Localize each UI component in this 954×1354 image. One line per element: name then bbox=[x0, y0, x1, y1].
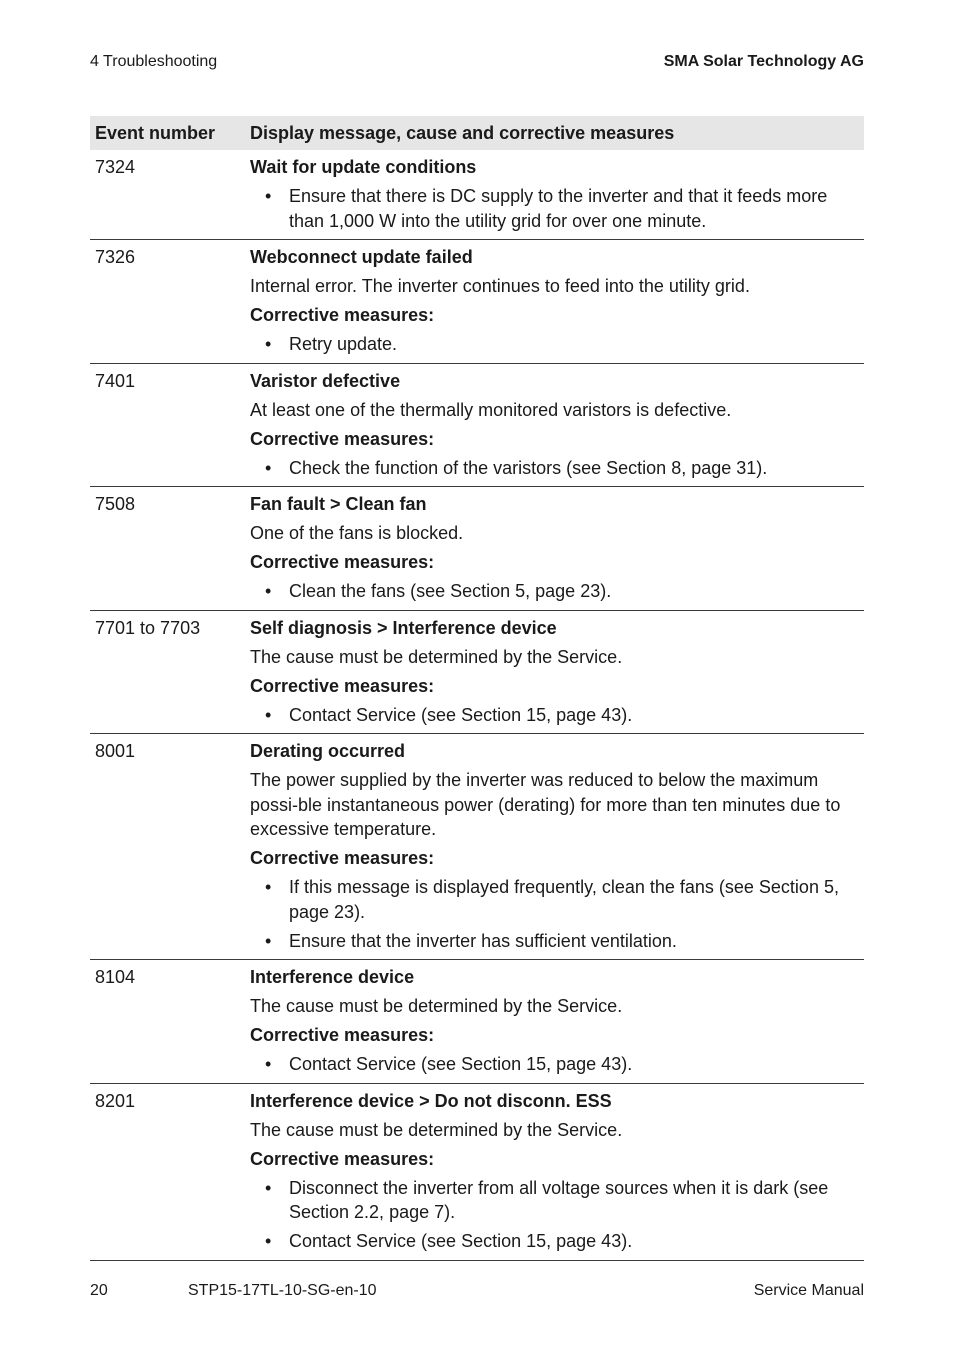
event-cause: The cause must be determined by the Service. bbox=[250, 1119, 623, 1140]
event-number: 8201 bbox=[90, 1083, 245, 1260]
event-title: Self diagnosis > Interference device bbox=[250, 617, 557, 638]
corrective-measures-label: Corrective measures: bbox=[250, 675, 435, 696]
event-description bbox=[245, 960, 864, 1084]
event-title: Varistor defective bbox=[250, 370, 401, 391]
event-number: 7401 bbox=[90, 363, 245, 487]
bullet-icon: • bbox=[265, 1054, 272, 1074]
table-row bbox=[90, 960, 864, 1084]
document-code: STP15-17TL-10-SG-en-10 bbox=[188, 1282, 377, 1299]
bullet-icon: • bbox=[265, 1231, 272, 1251]
corrective-measures-label: Corrective measures: bbox=[250, 848, 435, 868]
corrective-measures-label: Corrective measures: bbox=[250, 552, 435, 572]
measure-item bbox=[250, 579, 858, 604]
event-title: Fan fault > Clean fan bbox=[250, 494, 427, 514]
event-number: 8001 bbox=[90, 734, 245, 960]
measures-list bbox=[250, 579, 858, 604]
measure-text: Ensure that there is DC supply to the inverter and that it feeds more than 1,000 W into the utility grid for over one minute. bbox=[289, 186, 828, 231]
event-description bbox=[245, 734, 864, 960]
event-description bbox=[245, 1083, 864, 1260]
measures-list bbox=[250, 1052, 858, 1077]
event-title: Webconnect update failed bbox=[250, 247, 473, 267]
document-type: Service Manual bbox=[753, 1282, 864, 1299]
table-header-row bbox=[90, 116, 864, 150]
table-row bbox=[90, 1083, 864, 1260]
event-cause: One of the fans is blocked. bbox=[250, 523, 464, 543]
bullet-icon: • bbox=[265, 457, 272, 478]
event-table bbox=[90, 116, 864, 1261]
corrective-measures-label: Corrective measures: bbox=[250, 305, 435, 325]
measure-item bbox=[250, 875, 858, 924]
header-section-title: 4 Troubleshooting bbox=[90, 53, 218, 70]
event-number: 8104 bbox=[90, 960, 245, 1084]
bullet-icon: • bbox=[265, 877, 272, 897]
measure-item bbox=[250, 184, 858, 233]
event-description bbox=[245, 610, 864, 734]
event-cause: The power supplied by the inverter was reduced to below the maximum possi-ble instantaneous power (derating) for more than ten minutes due to excessive temperature. bbox=[250, 770, 841, 839]
measure-text: Ensure that the inverter has sufficient ventilation. bbox=[289, 930, 677, 951]
bullet-icon: • bbox=[265, 186, 272, 206]
measure-item bbox=[250, 703, 858, 728]
bullet-icon: • bbox=[265, 1177, 272, 1198]
table-row bbox=[90, 240, 864, 364]
measure-item bbox=[250, 332, 858, 357]
measure-text: Clean the fans (see Section 5, page 23). bbox=[289, 581, 612, 601]
header-company-name: SMA Solar Technology AG bbox=[663, 53, 864, 70]
measure-text: Check the function of the varistors (see Section 8, page 31). bbox=[289, 457, 768, 478]
measure-text: Disconnect the inverter from all voltage sources when it is dark (see Section 2.2, page 7). bbox=[289, 1177, 829, 1222]
measures-list bbox=[250, 703, 858, 728]
bullet-icon: • bbox=[265, 930, 272, 951]
corrective-measures-label: Corrective measures: bbox=[250, 1025, 435, 1045]
bullet-icon: • bbox=[265, 704, 272, 725]
measure-text: Contact Service (see Section 15, page 43). bbox=[289, 1231, 633, 1251]
event-number: 7508 bbox=[90, 487, 245, 611]
corrective-measures-label: Corrective measures: bbox=[250, 428, 435, 449]
table-row bbox=[90, 610, 864, 734]
measures-list bbox=[250, 1176, 858, 1254]
measure-item bbox=[250, 1176, 858, 1225]
event-title: Interference device > Do not disconn. ESS bbox=[250, 1090, 612, 1111]
measure-text: Retry update. bbox=[289, 334, 398, 354]
measure-text: Contact Service (see Section 15, page 43). bbox=[289, 704, 633, 725]
measure-item bbox=[250, 929, 858, 954]
event-number: 7324 bbox=[90, 150, 245, 240]
measures-list bbox=[250, 875, 858, 953]
table-row bbox=[90, 487, 864, 611]
measures-list bbox=[250, 184, 858, 233]
event-number: 7701 to 7703 bbox=[90, 610, 245, 734]
column-header-event-number: Event number bbox=[90, 116, 245, 150]
measures-list bbox=[250, 456, 858, 481]
event-description bbox=[245, 150, 864, 240]
event-cause: Internal error. The inverter continues to feed into the utility grid. bbox=[250, 276, 750, 296]
column-header-display-message: Display message, cause and corrective measures bbox=[245, 116, 864, 150]
event-title: Interference device bbox=[250, 967, 415, 987]
measures-list bbox=[250, 332, 858, 357]
event-table-body bbox=[90, 150, 864, 1260]
bullet-icon: • bbox=[265, 334, 272, 354]
event-description bbox=[245, 487, 864, 611]
event-number: 7326 bbox=[90, 240, 245, 364]
event-description bbox=[245, 240, 864, 364]
page-number: 20 bbox=[90, 1282, 108, 1299]
measure-text: If this message is displayed frequently, clean the fans (see Section 5, page 23). bbox=[289, 877, 839, 922]
corrective-measures-label: Corrective measures: bbox=[250, 1148, 435, 1169]
event-cause: The cause must be determined by the Service. bbox=[250, 646, 623, 667]
table-row bbox=[90, 734, 864, 960]
event-cause: The cause must be determined by the Service. bbox=[250, 996, 623, 1016]
measure-item bbox=[250, 456, 858, 481]
measure-item bbox=[250, 1229, 858, 1254]
measure-item bbox=[250, 1052, 858, 1077]
table-row bbox=[90, 150, 864, 240]
measure-text: Contact Service (see Section 15, page 43). bbox=[289, 1054, 633, 1074]
event-title: Derating occurred bbox=[250, 741, 406, 761]
table-row bbox=[90, 363, 864, 487]
event-title: Wait for update conditions bbox=[250, 157, 477, 177]
event-description bbox=[245, 363, 864, 487]
event-cause: At least one of the thermally monitored varistors is defective. bbox=[250, 399, 732, 420]
bullet-icon: • bbox=[265, 581, 272, 601]
